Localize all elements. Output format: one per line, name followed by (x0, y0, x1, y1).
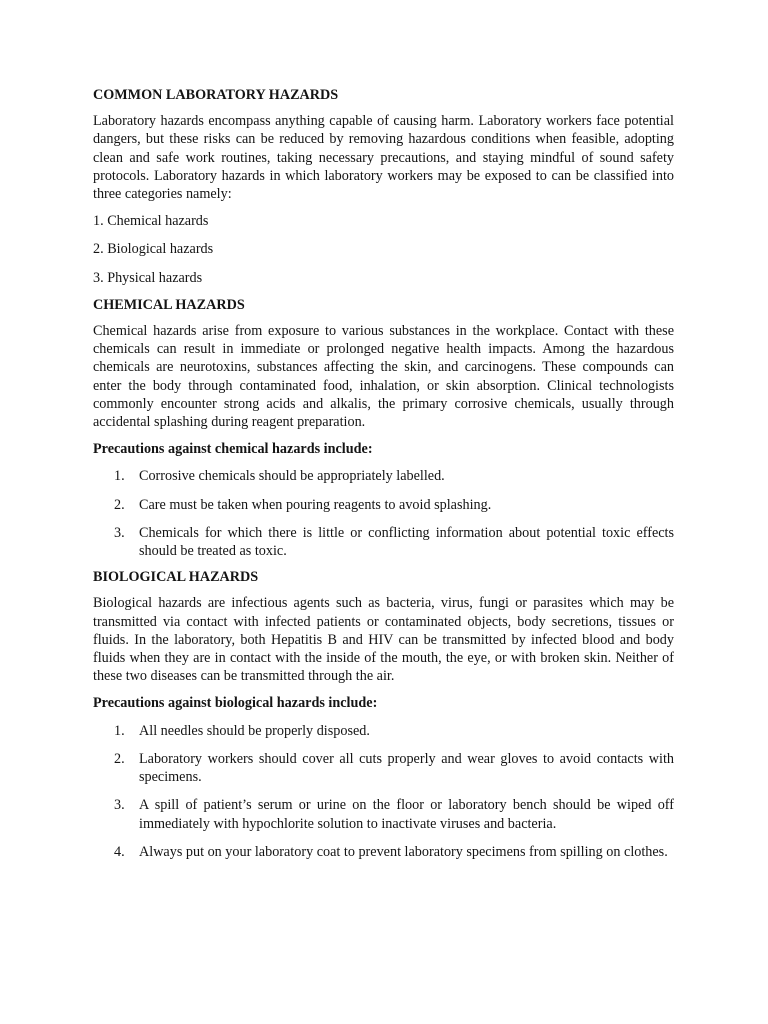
list-item (93, 722, 674, 740)
biological-precautions-list (93, 722, 674, 861)
list-item-number: 4. (114, 843, 125, 860)
list-item (93, 750, 674, 786)
list-item-text: Care must be taken when pouring reagents to avoid splashing. (139, 496, 492, 513)
chemical-paragraph: Chemical hazards arise from exposure to various substances in the workplace. Contact with these chemicals can result in immediate or prolonged negative health impacts. Among the hazardous chemicals are neurotoxins, substances affecting the skin, and carcinogens. These compounds can enter the body through contaminated food, inhalation, or skin absorption. Clinical technologists commonly encounter strong acids and alkalis, the primary corrosive chemicals, usually through accidental splashing during reagent preparation. (93, 323, 674, 431)
section-title-common-hazards: COMMON LABORATORY HAZARDS (93, 87, 339, 103)
list-item-text: Laboratory workers should cover all cuts properly and wear gloves to avoid contacts with specimens. (139, 750, 674, 786)
intro-paragraph: Laboratory hazards encompass anything capable of causing harm. Laboratory workers face potential dangers, but these risks can be reduced by removing hazardous conditions when feasible, adopting clean and safe work routines, taking necessary precautions, and staying mindful of sound safety protocols. Laboratory hazards in which laboratory workers may be exposed to can be classified into three categories namely: (93, 113, 674, 203)
section-title-chemical-hazards: CHEMICAL HAZARDS (93, 296, 245, 313)
section-title-biological-hazards: BIOLOGICAL HAZARDS (93, 569, 259, 586)
list-item-number: 1. (114, 468, 125, 485)
chemical-precautions-list (93, 467, 674, 560)
biological-precautions-heading: Precautions against biological hazards include: (93, 695, 378, 712)
list-item-text: Corrosive chemicals should be appropriately labelled. (139, 468, 445, 485)
list-item (93, 524, 674, 560)
list-item-number: 3. (114, 524, 125, 541)
list-item (93, 843, 674, 861)
list-item-number: 2. (114, 750, 125, 767)
list-item (93, 496, 674, 514)
list-item-text: A spill of patient’s serum or urine on the floor or laboratory bench should be wiped off immediately with hypochlorite solution to inactivate viruses and bacteria. (139, 797, 674, 832)
category-item-biological: 2. Biological hazards (93, 241, 214, 258)
list-item-text: All needles should be properly disposed. (139, 722, 370, 739)
list-item-text: Chemicals for which there is little or conflicting information about potential toxic effects should be treated as toxic. (139, 524, 674, 560)
list-item-text: Always put on your laboratory coat to prevent laboratory specimens from spilling on clothes. (139, 843, 668, 860)
biological-paragraph: Biological hazards are infectious agents such as bacteria, virus, fungi or parasites which may be transmitted via contact with infected patients or contaminated objects, body secretions, tissues or fluids. In the laboratory, both Hepatitis B and HIV can be transmitted by infected blood and body fluids when they are in contact with the inside of the mouth, the eye, or with broken skin. Neither of these two diseases can be transmitted through the air. (93, 595, 674, 685)
chemical-precautions-heading: Precautions against chemical hazards include: (93, 441, 373, 458)
list-item (93, 796, 674, 832)
document-page (93, 86, 674, 869)
list-item-number: 3. (114, 797, 125, 814)
list-item (93, 467, 674, 485)
list-item-number: 1. (114, 722, 125, 739)
list-item-number: 2. (114, 496, 125, 513)
category-item-chemical: 1. Chemical hazards (93, 213, 209, 230)
category-item-physical: 3. Physical hazards (93, 269, 203, 286)
